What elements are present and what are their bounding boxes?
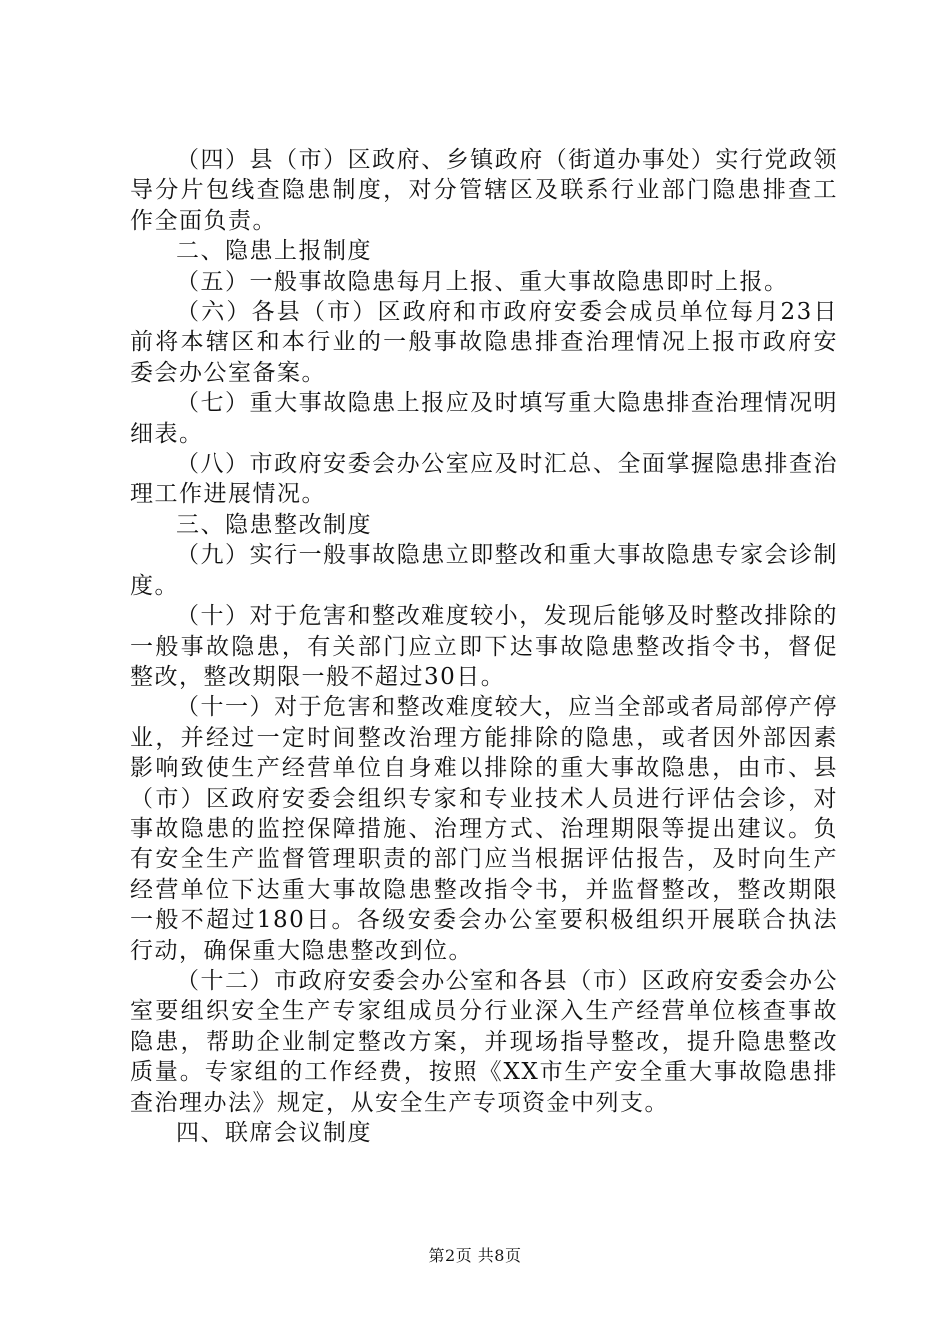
paragraph-item-9: （九）实行一般事故隐患立即整改和重大事故隐患专家会诊制度。 <box>130 542 838 599</box>
section-heading-reporting: 二、隐患上报制度 <box>176 238 372 265</box>
paragraph-item-8: （八）市政府安委会办公室应及时汇总、全面掌握隐患排查治理工作进展情况。 <box>130 451 838 508</box>
paragraph-item-4: （四）县（市）区政府、乡镇政府（街道办事处）实行党政领导分片包线查隐患制度，对分管辖区及联系行业部门隐患排查工作全面负责。 <box>130 147 838 234</box>
paragraph-item-11: （十一）对于危害和整改难度较大，应当全部或者局部停产停业，并经过一定时间整改治理方能排除的隐患，或者因外部因素影响致使生产经营单位自身难以排除的重大事故隐患，由市、县（市）区政府安委会组织专家和专业技术人员进行评估会诊，对事故隐患的监控保障措施、治理方式、治理期限等提出建议。负有安全生产监督管理职责的部门应当根据评估报告，及时向生产经营单位下达重大事故隐患整改指令书，并监督整改，整改期限一般不超过180日。各级安委会办公室要积极组织开展联合执法行动，确保重大隐患整改到位。 <box>130 694 838 964</box>
section-heading-rectification: 三、隐患整改制度 <box>176 511 372 538</box>
section-heading-joint-meeting: 四、联席会议制度 <box>176 1120 372 1146</box>
paragraph-item-10: （十）对于危害和整改难度较小，发现后能够及时整改排除的一般事故隐患，有关部门应立即下达事故隐患整改指令书，督促整改，整改期限一般不超过30日。 <box>130 603 838 690</box>
paragraph-item-5: （五）一般事故隐患每月上报、重大事故隐患即时上报。 <box>176 268 789 295</box>
page-number-footer: 第2页 共8页 <box>428 1246 522 1265</box>
document-body <box>130 145 838 1148</box>
paragraph-item-12: （十二）市政府安委会办公室和各县（市）区政府安委会办公室要组织安全生产专家组成员分行业深入生产经营单位核查事故隐患，帮助企业制定整改方案，并现场指导整改，提升隐患整改质量。专家组的工作经费，按照《XX市生产安全重大事故隐患排查治理办法》规定，从安全生产专项资金中列支。 <box>130 967 838 1116</box>
paragraph-item-7: （七）重大事故隐患上报应及时填写重大隐患排查治理情况明细表。 <box>130 390 838 447</box>
paragraph-item-6: （六）各县（市）区政府和市政府安委会成员单位每月23日前将本辖区和本行业的一般事故隐患排查治理情况上报市政府安委会办公室备案。 <box>130 299 838 386</box>
